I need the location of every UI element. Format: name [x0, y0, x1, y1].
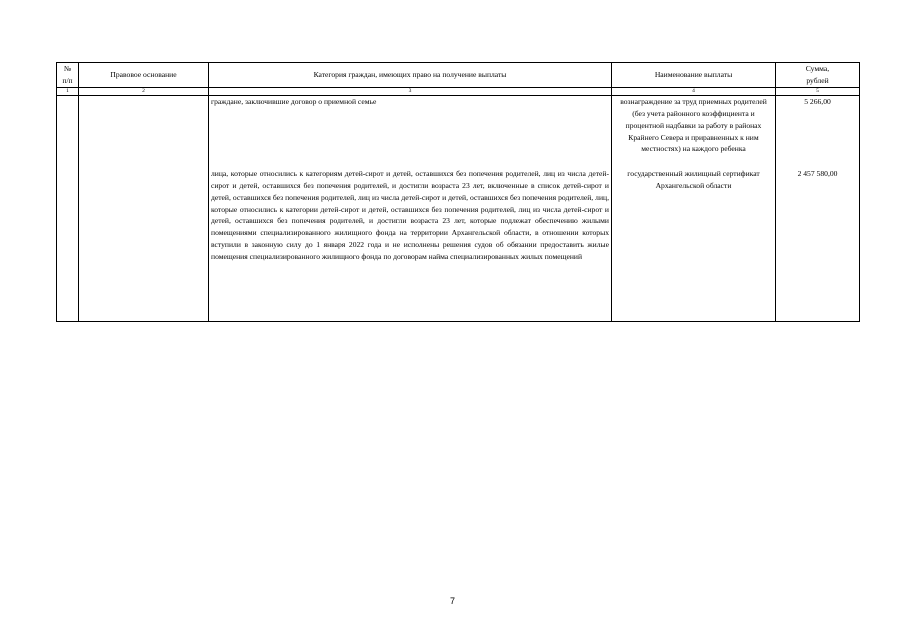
- category-cell: [209, 95, 612, 321]
- payments-table: [56, 62, 860, 322]
- header-payment-name: Наименование выплаты: [612, 63, 776, 88]
- header-category: Категория граждан, имеющих право на получение выплаты: [209, 63, 612, 88]
- amount-entry: 2 457 580,00: [797, 168, 838, 178]
- column-number-row: [57, 87, 860, 95]
- column-number: 5: [776, 87, 860, 95]
- table-header-row: [57, 63, 860, 88]
- header-number: № п/п: [57, 63, 79, 88]
- page-number: 7: [449, 596, 455, 606]
- category-entry: лица, которые относились к категориям детей-сирот и детей, оставшихся без попечения родителей, лиц из числа детей-сирот и детей, оставшихся без попечения родителей, и достигли возраста 23 лет, включенные в список детей-сирот и детей, оставшихся без попечения родителей, лиц из числа детей-сирот и детей, оставшихся без попечения родителей, лиц, которые относились к категории детей-сирот и детей, оставшихся без попечения родителей, лиц из числа детей-сирот и детей, оставшихся без попечения родителей, и достигли возраста 23 лет, которые подлежат обеспечению жилыми помещениями специализированного жилищного фонда на территории Архангельской области, в отношении которых вступили в законную силу до 1 января 2022 года и не исполнены решения судов об обязании предоставить жилые помещения специализированного жилищного фонда по договорам найма специализированных жилых помещений: [211, 168, 609, 262]
- column-number: 2: [79, 87, 209, 95]
- payment-name-entry: вознаграждение за труд приемных родителей (без учета районного коэффициента и процентной надбавки за работу в районах Крайнего Севера и приравненных к ним местностях) на каждого ребенка: [620, 96, 767, 154]
- number-cell: [57, 95, 79, 321]
- payment-name-entry: государственный жилищный сертификат Архангельской области: [627, 168, 760, 190]
- amount-entry: 5 266,00: [804, 96, 831, 106]
- column-number: 3: [209, 87, 612, 95]
- legal-basis-cell: [79, 95, 209, 321]
- payment-name-cell: [612, 95, 776, 321]
- header-legal-basis: Правовое основание: [79, 63, 209, 88]
- category-entry: граждане, заключившие договор о приемной семье: [211, 96, 377, 106]
- column-number: 1: [57, 87, 79, 95]
- amount-cell: [776, 95, 860, 321]
- header-amount: Сумма, рублей: [776, 63, 860, 88]
- table-row: [57, 95, 860, 321]
- column-number: 4: [612, 87, 776, 95]
